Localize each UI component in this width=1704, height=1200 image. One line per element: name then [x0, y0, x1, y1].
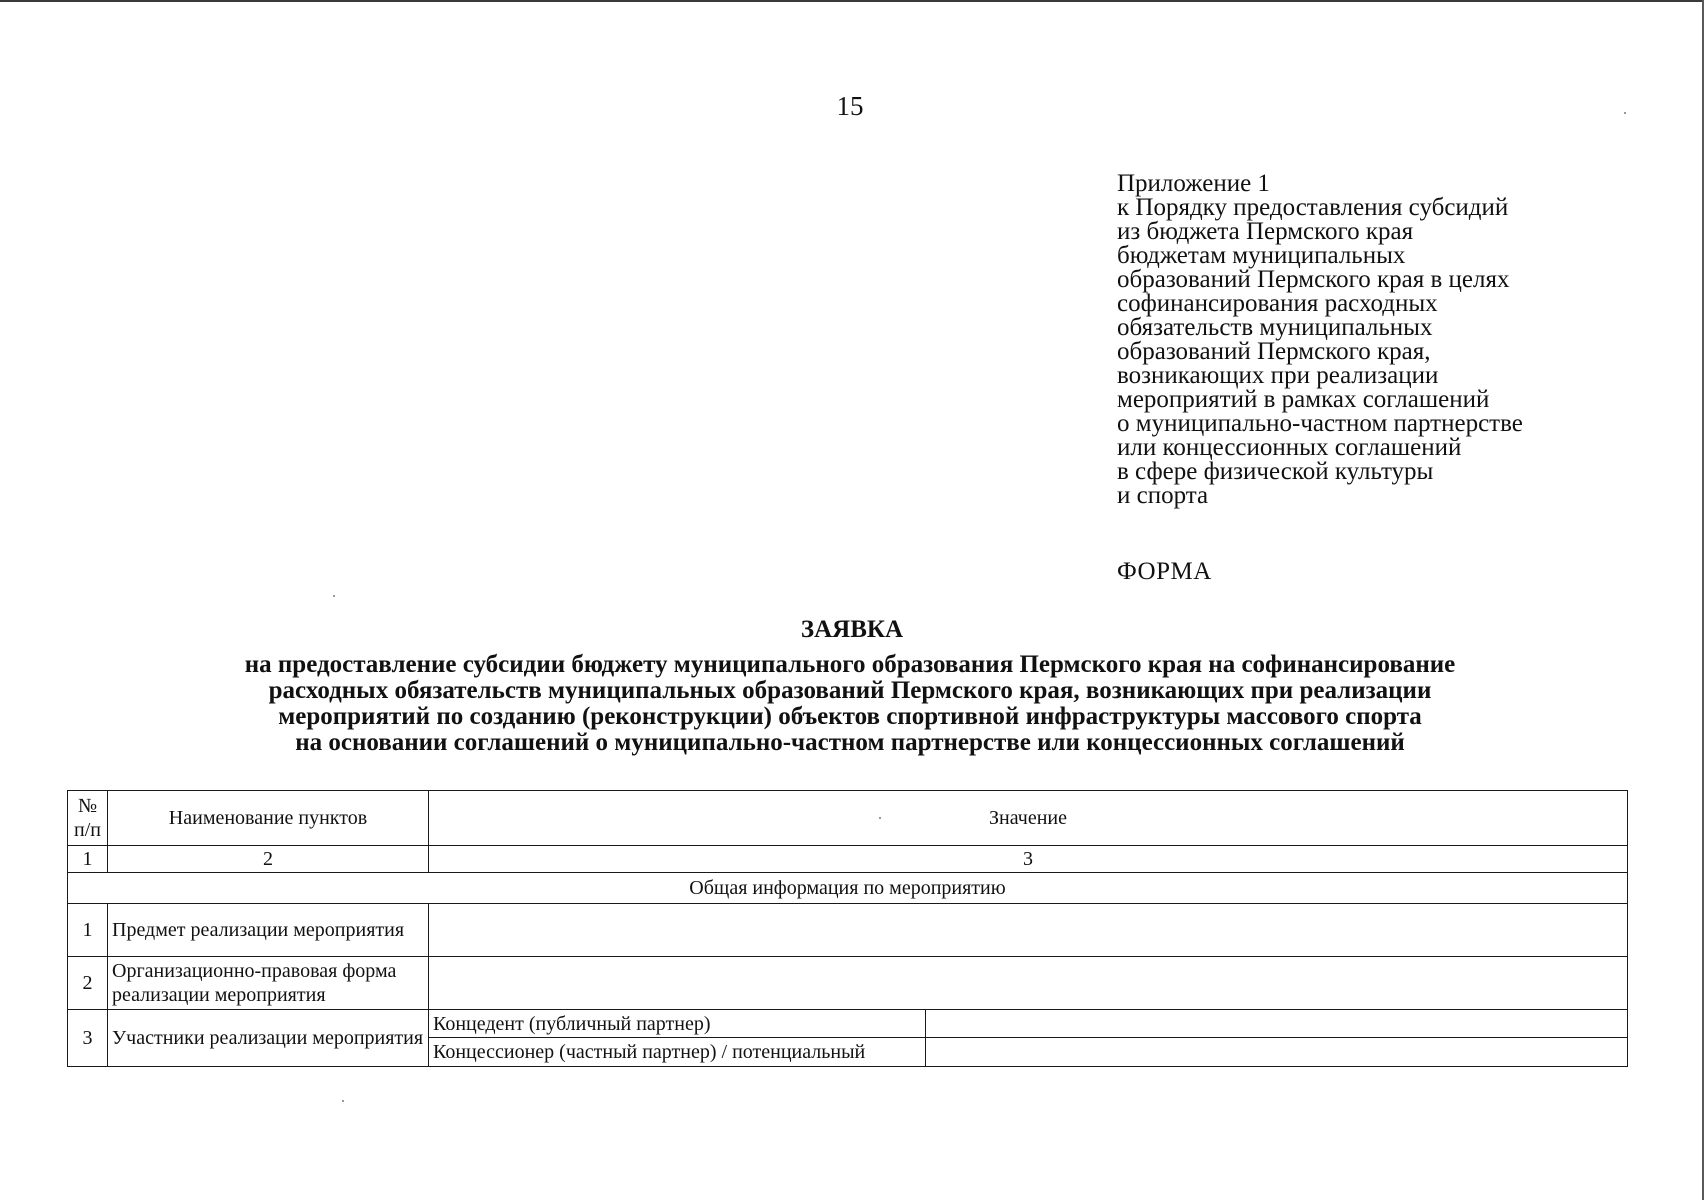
header-name-cell: Наименование пунктов [108, 791, 429, 846]
document-subtitle [100, 652, 1600, 756]
appendix-line: софинансирования расходных [1117, 290, 1438, 317]
page-number: 15 [836, 91, 864, 121]
header-number-cell [68, 791, 108, 846]
appendix-line: образований Пермского края в целях [1117, 266, 1510, 293]
header-number-line: п/п [74, 819, 101, 841]
application-form-table [67, 790, 1628, 1067]
document-title: ЗАЯВКА [800, 616, 904, 643]
section-row [68, 873, 1628, 904]
appendix-line: в сфере физической культуры [1117, 458, 1434, 485]
appendix-line: или концессионных соглашений [1117, 434, 1462, 461]
appendix-line: мероприятий в рамках соглашений [1117, 386, 1490, 413]
row-name: Организационно-правовая форма реализации мероприятия [108, 957, 429, 1010]
header-number-line: № [77, 795, 98, 817]
appendix-line: Приложение 1 [1117, 170, 1270, 197]
appendix-line: бюджетам муниципальных [1117, 242, 1406, 269]
table-row [68, 904, 1628, 957]
participant-value-cell[interactable] [926, 1038, 1628, 1067]
appendix-block [1117, 172, 1637, 508]
subtitle-line: на основании соглашений о муниципально-частном партнерстве или концессионных соглашений [295, 729, 1405, 756]
row-name: Предмет реализации мероприятия [108, 904, 429, 957]
row-number: 3 [68, 1010, 108, 1067]
appendix-line: возникающих при реализации [1117, 362, 1439, 389]
scan-speck [333, 595, 335, 597]
column-number-cell: 2 [108, 846, 429, 873]
section-title: Общая информация по мероприятию [68, 873, 1628, 904]
table-row [68, 1010, 1628, 1038]
header-value-cell: Значение [429, 791, 1628, 846]
scan-speck [879, 817, 881, 819]
table-header-row [68, 791, 1628, 846]
participant-label: Концессионер (частный партнер) / потенциальный [429, 1038, 926, 1067]
subtitle-line: мероприятий по созданию (реконструкции) объектов спортивной инфраструктуры массового спорта [278, 703, 1422, 730]
appendix-line: о муниципально-частном партнерстве [1117, 410, 1523, 437]
participant-label: Концедент (публичный партнер) [429, 1010, 926, 1038]
row-number: 1 [68, 904, 108, 957]
column-number-cell: 3 [429, 846, 1628, 873]
scan-speck [1624, 112, 1626, 114]
appendix-line: из бюджета Пермского края [1117, 218, 1414, 245]
table-row [68, 957, 1628, 1010]
row-value-cell[interactable] [429, 904, 1628, 957]
appendix-line: и спорта [1117, 482, 1209, 509]
form-label: ФОРМА [1117, 558, 1212, 585]
participant-value-cell[interactable] [926, 1010, 1628, 1038]
column-number-row [68, 846, 1628, 873]
scan-speck [342, 1100, 344, 1102]
row-value-cell[interactable] [429, 957, 1628, 1010]
appendix-line: образований Пермского края, [1117, 338, 1431, 365]
subtitle-line: на предоставление субсидии бюджету муниципального образования Пермского края на софинансирование [244, 651, 1456, 678]
subtitle-line: расходных обязательств муниципальных образований Пермского края, возникающих при реализации [268, 677, 1432, 704]
appendix-line: обязательств муниципальных [1117, 314, 1433, 341]
column-number-cell: 1 [68, 846, 108, 873]
scan-edge-top [0, 0, 1704, 2]
row-number: 2 [68, 957, 108, 1010]
row-name: Участники реализации мероприятия [108, 1010, 429, 1067]
appendix-line: к Порядку предоставления субсидий [1117, 194, 1509, 221]
